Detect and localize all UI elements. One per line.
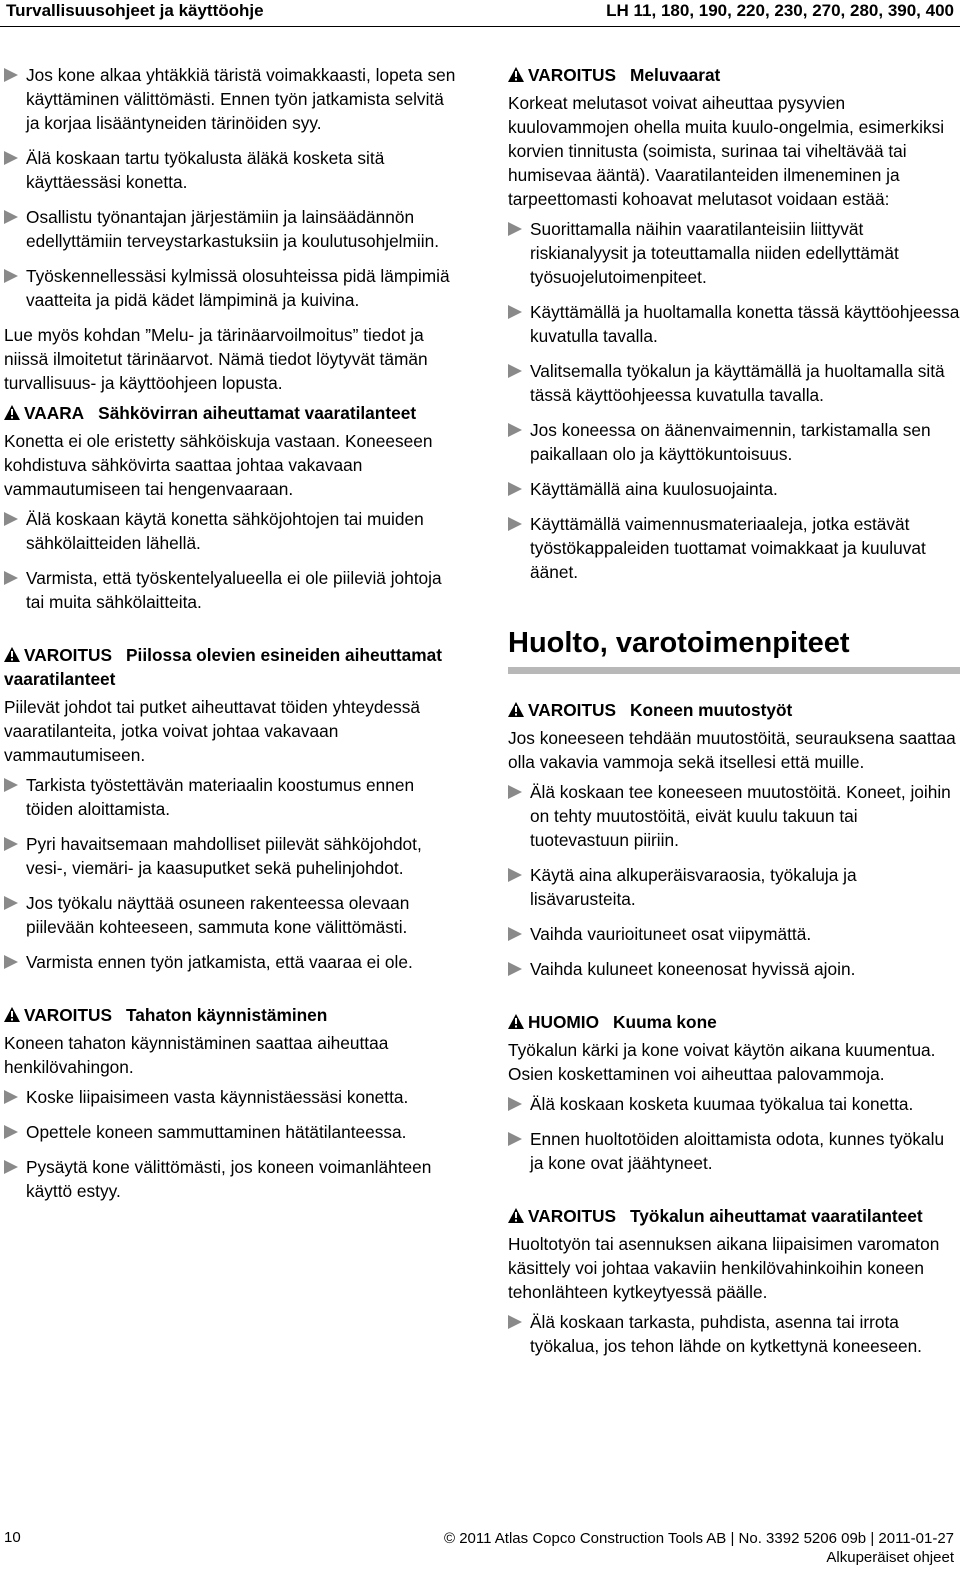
warning-title: VAROITUS Tahaton käynnistäminen	[4, 1003, 459, 1027]
warning-title: VAROITUS Koneen muutostyöt	[508, 698, 960, 722]
page-number: 10	[4, 1529, 21, 1546]
footer-copyright: © 2011 Atlas Copco Construction Tools AB | No. 3392 5206 09b | 2011-01-27	[443, 1530, 954, 1547]
bullet-arrow-icon	[4, 837, 18, 851]
warning-text: Jos koneeseen tehdään muutostöitä, seurauksena saattaa olla vakavia vammoja sekä itsellesi että muille.	[508, 728, 956, 772]
warning-block-electric	[4, 401, 459, 614]
section-title: Huolto, varotoimenpiteet	[508, 627, 850, 659]
list-item: Vaihda vaurioituneet osat viipymättä.	[508, 922, 960, 946]
list-item: Osallistu työnantajan järjestämiin ja lainsäädännön edellyttämiin terveystarkastuksiin ja koulutusohjelmiin.	[4, 205, 459, 253]
bullet-arrow-icon	[4, 269, 18, 283]
bullet-arrow-icon	[508, 785, 522, 799]
bullet-arrow-icon	[4, 151, 18, 165]
bullet-arrow-icon	[4, 778, 18, 792]
list-item: Tarkista työstettävän materiaalin koostumus ennen töiden aloittamista.	[4, 773, 459, 821]
warning-triangle-icon	[508, 1014, 524, 1029]
list-item: Ennen huoltotöiden aloittamista odota, kunnes työkalu ja kone ovat jäähtyneet.	[508, 1127, 960, 1175]
warning-block-noise	[508, 63, 960, 584]
bullet-arrow-icon	[4, 512, 18, 526]
warning-title: HUOMIO Kuuma kone	[508, 1010, 960, 1034]
bullet-arrow-icon	[508, 868, 522, 882]
list-item: Älä koskaan tarkasta, puhdista, asenna tai irrota työkalua, jos tehon lähde on kytkettynä koneeseen.	[508, 1310, 960, 1358]
header-document-title: Turvallisuusohjeet ja käyttöohje	[6, 1, 264, 20]
warning-title: VAARA Sähkövirran aiheuttamat vaaratilanteet	[4, 401, 459, 425]
bullet-arrow-icon	[508, 1132, 522, 1146]
list-item: Pysäytä kone välittömästi, jos koneen voimanlähteen käyttö estyy.	[4, 1155, 459, 1203]
bullet-arrow-icon	[4, 1090, 18, 1104]
warning-title: VAROITUS Piilossa olevien esineiden aiheuttamat vaaratilanteet	[4, 645, 442, 689]
warning-text: Piilevät johdot tai putket aiheuttavat töiden yhteydessä vaaratilanteita, jotka voivat johtaa vakavaan vammautumiseen.	[4, 697, 420, 765]
bullet-arrow-icon	[4, 896, 18, 910]
bullet-arrow-icon	[508, 517, 522, 531]
warning-block-tool	[508, 1204, 960, 1358]
list-item: Suorittamalla näihin vaaratilanteisiin liittyvät riskianalyysit ja toteuttamalla niiden edellyttämät työsuojelutoimenpiteet.	[508, 217, 960, 289]
footer-original-instructions: Alkuperäiset ohjeet	[826, 1549, 954, 1566]
warning-triangle-icon	[508, 702, 524, 717]
bullet-arrow-icon	[4, 1125, 18, 1139]
bullet-arrow-icon	[508, 1097, 522, 1111]
bullet-arrow-icon	[4, 955, 18, 969]
list-item: Varmista ennen työn jatkamista, että vaaraa ei ole.	[4, 950, 459, 974]
list-item: Älä koskaan käytä konetta sähköjohtojen tai muiden sähkölaitteiden lähellä.	[4, 507, 459, 555]
bullet-arrow-icon	[4, 68, 18, 82]
warning-text: Konetta ei ole eristetty sähköiskuja vastaan. Koneeseen kohdistuva sähkövirta saattaa johtaa vakavaan vammautumiseen tai hengenvaaraan.	[4, 431, 433, 499]
bullet-arrow-icon	[4, 1160, 18, 1174]
list-item: Jos koneessa on äänenvaimennin, tarkistamalla sen paikallaan olo ja käyttökuntoisuus.	[508, 418, 960, 466]
list-item: Koske liipaisimeen vasta käynnistäessäsi konetta.	[4, 1085, 459, 1109]
list-item: Älä koskaan tee koneeseen muutostöitä. Koneet, joihin on tehty muutostöitä, eivät kuulu takuun tai tuotevastuun piiriin.	[508, 780, 960, 852]
warning-title: VAROITUS Työkalun aiheuttamat vaaratilanteet	[508, 1204, 960, 1228]
bullet-arrow-icon	[508, 423, 522, 437]
page-footer	[444, 1529, 954, 1567]
bullet-list	[4, 63, 459, 312]
list-item: Työskennellessäsi kylmissä olosuhteissa pidä lämpimiä vaatteita ja pidä kädet lämpiminä ja kuivina.	[4, 264, 459, 312]
list-item: Älä koskaan kosketa kuumaa työkalua tai konetta.	[508, 1092, 960, 1116]
list-item: Opettele koneen sammuttaminen hätätilanteessa.	[4, 1120, 459, 1144]
right-column	[508, 63, 960, 1369]
warning-text: Huoltotyön tai asennuksen aikana liipaisimen varomaton käsittely voi johtaa vakaviin henkilövahinkoihin koneen tehonlähteen kytkeytyessä päälle.	[508, 1234, 940, 1302]
warning-triangle-icon	[4, 1007, 20, 1022]
list-item: Vaihda kuluneet koneenosat hyvissä ajoin.	[508, 957, 960, 981]
warning-text: Koneen tahaton käynnistäminen saattaa aiheuttaa henkilövahingon.	[4, 1033, 389, 1077]
list-item: Jos työkalu näyttää osuneen rakenteessa olevaan piilevään kohteeseen, sammuta kone välittömästi.	[4, 891, 459, 939]
warning-title: VAROITUS Meluvaarat	[508, 63, 960, 87]
bullet-arrow-icon	[508, 222, 522, 236]
warning-block-modifications	[508, 698, 960, 981]
bullet-arrow-icon	[508, 962, 522, 976]
list-item: Käytä aina alkuperäisvaraosia, työkaluja ja lisävarusteita.	[508, 863, 960, 911]
list-item: Käyttämällä ja huoltamalla konetta tässä käyttöohjeessa kuvatulla tavalla.	[508, 300, 960, 348]
list-item: Käyttämällä vaimennusmateriaaleja, jotka estävät työstökappaleiden tuottamat voimakkaat ja kuuluvat äänet.	[508, 512, 960, 584]
bullet-arrow-icon	[4, 571, 18, 585]
section-rule	[508, 667, 960, 674]
list-item: Käyttämällä aina kuulosuojainta.	[508, 477, 960, 501]
warning-triangle-icon	[508, 1208, 524, 1223]
bullet-arrow-icon	[4, 210, 18, 224]
page-header	[0, 0, 960, 27]
bullet-arrow-icon	[508, 364, 522, 378]
warning-block-hidden-objects	[4, 643, 459, 974]
list-item: Pyri havaitsemaan mahdolliset piilevät sähköjohdot, vesi-, viemäri- ja kaasuputket sekä puhelinjohdot.	[4, 832, 459, 880]
list-item: Jos kone alkaa yhtäkkiä täristä voimakkaasti, lopeta sen käyttäminen välittömästi. Ennen työn jatkamista selvitä ja korjaa lisääntyneiden tärinöiden syy.	[4, 63, 459, 135]
header-model-list: LH 11, 180, 190, 220, 230, 270, 280, 390, 400	[606, 1, 954, 20]
warning-block-unintended-start	[4, 1003, 459, 1203]
vibration-note: Lue myös kohdan ”Melu- ja tärinäarvoilmoitus” tiedot ja niissä ilmoitetut tärinäarvot. Nämä tiedot löytyvät tämän turvallisuus- ja käyttöohjeen lopusta.	[4, 325, 428, 393]
list-item: Valitsemalla työkalun ja käyttämällä ja huoltamalla sitä tässä käyttöohjeessa kuvatulla tavalla.	[508, 359, 960, 407]
warning-triangle-icon	[4, 647, 20, 662]
warning-triangle-icon	[508, 67, 524, 82]
bullet-arrow-icon	[508, 482, 522, 496]
warning-text: Korkeat melutasot voivat aiheuttaa pysyvien kuulovammojen ohella muita kuulo-ongelmia, esimerkiksi korvien tinnitusta (soimista, surinaa tai viheltävää tai humisevaa ääntä). Vaaratilanteiden ilmeneminen ja tarpeettomasti kohoavat melutasot voidaan estää:	[508, 93, 945, 209]
bullet-arrow-icon	[508, 1315, 522, 1329]
warning-triangle-icon	[4, 405, 20, 420]
bullet-arrow-icon	[508, 305, 522, 319]
warning-block-hot-machine	[508, 1010, 960, 1175]
left-column	[4, 63, 459, 1214]
bullet-arrow-icon	[508, 927, 522, 941]
list-item: Varmista, että työskentelyalueella ei ole piileviä johtoja tai muita sähkölaitteita.	[4, 566, 459, 614]
list-item: Älä koskaan tartu työkalusta äläkä kosketa sitä käyttäessäsi konetta.	[4, 146, 459, 194]
warning-text: Työkalun kärki ja kone voivat käytön aikana kuumentua. Osien koskettaminen voi aiheuttaa palovammoja.	[508, 1040, 936, 1084]
